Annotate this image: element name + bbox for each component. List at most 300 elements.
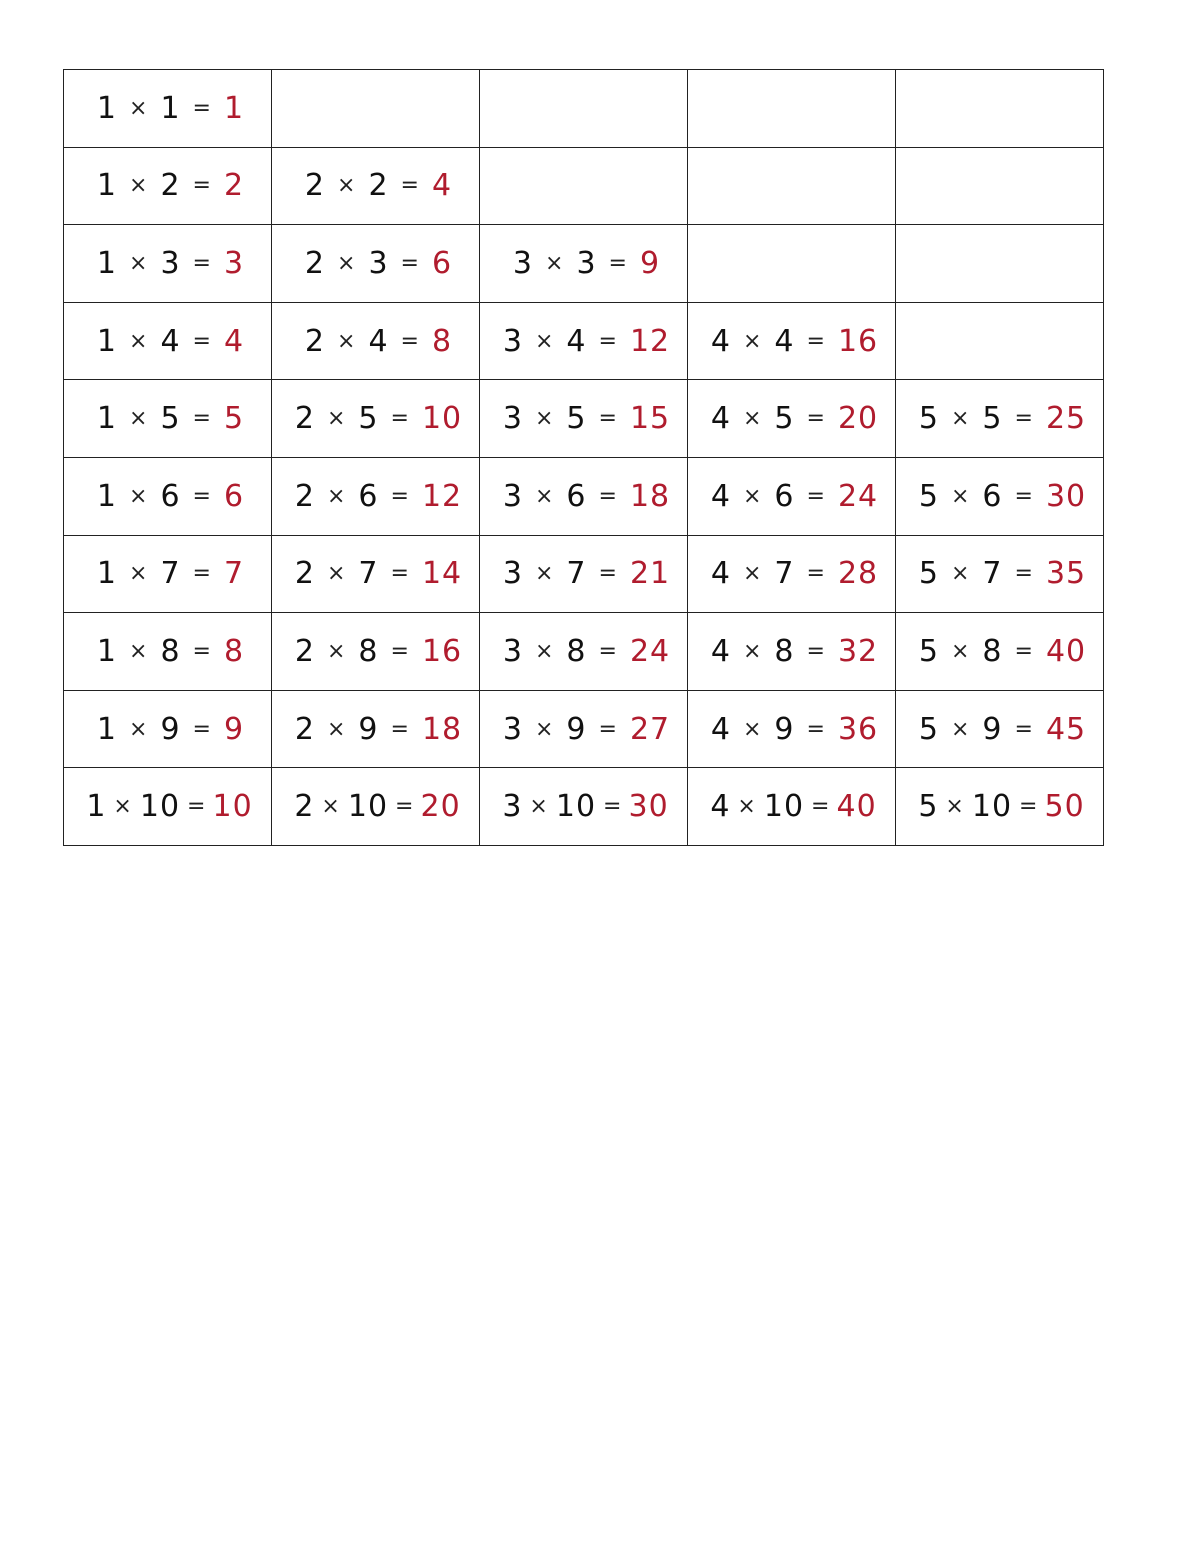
factor-b: 5 xyxy=(358,401,379,437)
factor-b: 9 xyxy=(358,711,379,747)
factor-a: 1 xyxy=(96,168,118,204)
factor-a: 5 xyxy=(918,711,939,747)
factor-b: 8 xyxy=(160,633,181,669)
factor-a: 4 xyxy=(710,711,731,747)
product-result: 28 xyxy=(837,556,879,592)
factor-a: 2 xyxy=(294,789,315,825)
equation xyxy=(497,556,670,591)
empty-cell xyxy=(480,147,688,225)
equation xyxy=(497,712,670,747)
factor-a: 3 xyxy=(512,245,534,281)
equation xyxy=(705,634,878,669)
equation xyxy=(91,168,244,203)
factor-b: 10 xyxy=(347,789,389,825)
times-sign: × xyxy=(950,483,971,509)
factor-b: 5 xyxy=(160,401,181,437)
times-sign: × xyxy=(129,95,149,121)
equals-sign: = xyxy=(192,483,212,509)
times-sign: × xyxy=(326,716,347,742)
product-result: 4 xyxy=(431,168,453,204)
product-result: 15 xyxy=(629,401,671,437)
product-result: 24 xyxy=(837,478,879,514)
equation xyxy=(91,324,244,359)
factor-b: 10 xyxy=(139,789,181,825)
equals-sign: = xyxy=(192,716,212,742)
equation xyxy=(498,789,668,824)
equation xyxy=(289,556,462,591)
equals-sign: = xyxy=(598,561,618,587)
factor-b: 6 xyxy=(982,478,1003,514)
product-result: 2 xyxy=(223,168,245,204)
factor-a: 4 xyxy=(710,556,731,592)
factor-a: 4 xyxy=(710,323,731,359)
factor-a: 1 xyxy=(96,556,118,592)
product-result: 24 xyxy=(629,633,671,669)
equation-cell xyxy=(480,535,688,613)
factor-a: 1 xyxy=(96,245,118,281)
product-result: 30 xyxy=(628,789,669,825)
equation xyxy=(91,479,244,514)
times-sign: × xyxy=(129,406,149,432)
empty-cell xyxy=(688,225,896,303)
equals-sign: = xyxy=(192,250,212,276)
factor-b: 7 xyxy=(774,556,795,592)
factor-b: 8 xyxy=(982,633,1003,669)
product-result: 14 xyxy=(421,556,463,592)
equation-cell xyxy=(64,690,272,768)
equation-cell xyxy=(688,535,896,613)
equals-sign: = xyxy=(390,638,410,664)
product-result: 20 xyxy=(420,789,461,825)
equals-sign: = xyxy=(192,561,212,587)
factor-a: 5 xyxy=(918,633,939,669)
factor-b: 4 xyxy=(774,323,795,359)
product-result: 36 xyxy=(837,711,879,747)
table-row xyxy=(64,302,1104,380)
equation xyxy=(299,246,452,281)
equation-cell xyxy=(272,768,480,846)
product-result: 21 xyxy=(629,556,671,592)
factor-b: 6 xyxy=(358,478,379,514)
equation-cell xyxy=(896,768,1104,846)
times-sign: × xyxy=(742,638,763,664)
factor-a: 1 xyxy=(96,711,118,747)
factor-a: 2 xyxy=(294,633,315,669)
times-sign: × xyxy=(129,716,149,742)
equals-sign: = xyxy=(192,638,212,664)
factor-b: 7 xyxy=(982,556,1003,592)
equals-sign: = xyxy=(811,794,831,820)
equation-cell xyxy=(64,535,272,613)
equation-cell xyxy=(272,457,480,535)
factor-b: 4 xyxy=(368,323,389,359)
times-sign: × xyxy=(742,483,763,509)
equation-cell xyxy=(64,457,272,535)
factor-b: 7 xyxy=(566,556,587,592)
equation xyxy=(706,789,876,824)
product-result: 5 xyxy=(223,401,245,437)
factor-a: 3 xyxy=(502,478,523,514)
equation-cell xyxy=(896,613,1104,691)
equals-sign: = xyxy=(400,328,420,354)
product-result: 16 xyxy=(421,633,463,669)
equation xyxy=(289,401,462,436)
equation-cell xyxy=(64,380,272,458)
times-sign: × xyxy=(534,406,555,432)
times-sign: × xyxy=(742,406,763,432)
factor-a: 3 xyxy=(502,789,523,825)
times-sign: × xyxy=(534,561,555,587)
times-sign: × xyxy=(950,561,971,587)
product-result: 6 xyxy=(223,478,245,514)
table-row xyxy=(64,768,1104,846)
table-row xyxy=(64,613,1104,691)
times-sign: × xyxy=(945,794,965,820)
product-result: 45 xyxy=(1045,711,1087,747)
equals-sign: = xyxy=(1014,483,1034,509)
factor-b: 7 xyxy=(160,556,181,592)
factor-a: 2 xyxy=(304,323,326,359)
factor-b: 5 xyxy=(982,401,1003,437)
times-sign: × xyxy=(534,716,555,742)
equation-cell xyxy=(896,380,1104,458)
factor-b: 6 xyxy=(774,478,795,514)
factor-b: 8 xyxy=(566,633,587,669)
factor-a: 5 xyxy=(918,556,939,592)
factor-b: 10 xyxy=(971,789,1013,825)
table-row xyxy=(64,70,1104,148)
factor-a: 1 xyxy=(86,789,107,825)
equation xyxy=(91,91,244,126)
equation-cell xyxy=(480,613,688,691)
equation-cell xyxy=(480,225,688,303)
times-sign: × xyxy=(129,173,149,199)
empty-cell xyxy=(896,302,1104,380)
factor-b: 10 xyxy=(763,789,805,825)
equation-cell xyxy=(64,225,272,303)
equals-sign: = xyxy=(1014,406,1034,432)
times-sign: × xyxy=(321,794,341,820)
equals-sign: = xyxy=(608,250,628,276)
times-sign: × xyxy=(950,406,971,432)
equals-sign: = xyxy=(192,406,212,432)
product-result: 16 xyxy=(837,323,879,359)
factor-a: 4 xyxy=(710,401,731,437)
equation xyxy=(91,246,244,281)
equation xyxy=(299,168,452,203)
equation xyxy=(913,712,1086,747)
equation-cell xyxy=(688,302,896,380)
equation-cell xyxy=(272,535,480,613)
equals-sign: = xyxy=(400,250,420,276)
equals-sign: = xyxy=(1014,716,1034,742)
equals-sign: = xyxy=(598,406,618,432)
equation-cell xyxy=(480,302,688,380)
product-result: 6 xyxy=(431,245,453,281)
times-sign: × xyxy=(529,794,549,820)
table-row xyxy=(64,690,1104,768)
empty-cell xyxy=(480,70,688,148)
equals-sign: = xyxy=(806,561,826,587)
factor-b: 2 xyxy=(368,168,389,204)
product-result: 7 xyxy=(223,556,245,592)
product-result: 40 xyxy=(836,789,877,825)
equation xyxy=(299,324,452,359)
factor-b: 9 xyxy=(774,711,795,747)
equation-cell xyxy=(896,690,1104,768)
factor-b: 4 xyxy=(566,323,587,359)
equation xyxy=(913,479,1086,514)
equals-sign: = xyxy=(390,406,410,432)
times-sign: × xyxy=(337,250,357,276)
equals-sign: = xyxy=(390,561,410,587)
equals-sign: = xyxy=(598,328,618,354)
equation xyxy=(91,556,244,591)
equation-cell xyxy=(480,768,688,846)
equation xyxy=(91,712,244,747)
equation xyxy=(289,479,462,514)
factor-b: 5 xyxy=(774,401,795,437)
times-sign: × xyxy=(129,483,149,509)
times-sign: × xyxy=(737,794,757,820)
empty-cell xyxy=(896,225,1104,303)
factor-b: 9 xyxy=(566,711,587,747)
product-result: 10 xyxy=(421,401,463,437)
equation-cell xyxy=(896,535,1104,613)
table-body xyxy=(64,70,1104,846)
empty-cell xyxy=(896,70,1104,148)
times-sign: × xyxy=(326,638,347,664)
equation xyxy=(91,634,244,669)
factor-a: 5 xyxy=(918,478,939,514)
equals-sign: = xyxy=(598,638,618,664)
equation-cell xyxy=(688,768,896,846)
equation xyxy=(705,401,878,436)
times-sign: × xyxy=(129,561,149,587)
factor-a: 2 xyxy=(294,401,315,437)
factor-a: 4 xyxy=(710,789,731,825)
times-sign: × xyxy=(742,328,763,354)
factor-a: 1 xyxy=(96,90,118,126)
times-sign: × xyxy=(326,406,347,432)
equation-cell xyxy=(272,380,480,458)
equation-cell xyxy=(64,613,272,691)
factor-a: 2 xyxy=(294,556,315,592)
factor-a: 1 xyxy=(96,478,118,514)
times-sign: × xyxy=(545,250,565,276)
product-result: 12 xyxy=(421,478,463,514)
product-result: 1 xyxy=(223,90,245,126)
product-result: 20 xyxy=(837,401,879,437)
factor-b: 8 xyxy=(774,633,795,669)
equals-sign: = xyxy=(1014,561,1034,587)
equation xyxy=(705,324,878,359)
times-sign: × xyxy=(534,638,555,664)
equation xyxy=(290,789,460,824)
product-result: 12 xyxy=(629,323,671,359)
product-result: 35 xyxy=(1045,556,1087,592)
equation xyxy=(289,712,462,747)
times-sign: × xyxy=(337,173,357,199)
times-sign: × xyxy=(534,328,555,354)
equals-sign: = xyxy=(400,173,420,199)
factor-a: 5 xyxy=(918,789,939,825)
factor-b: 6 xyxy=(566,478,587,514)
factor-b: 4 xyxy=(160,323,181,359)
factor-b: 7 xyxy=(358,556,379,592)
equation-cell xyxy=(272,225,480,303)
empty-cell xyxy=(688,147,896,225)
table-row xyxy=(64,457,1104,535)
equation-cell xyxy=(272,690,480,768)
equals-sign: = xyxy=(390,716,410,742)
equals-sign: = xyxy=(806,716,826,742)
factor-a: 5 xyxy=(918,401,939,437)
product-result: 18 xyxy=(421,711,463,747)
product-result: 9 xyxy=(223,711,245,747)
times-sign: × xyxy=(326,483,347,509)
factor-b: 2 xyxy=(160,168,181,204)
factor-a: 4 xyxy=(710,478,731,514)
equation xyxy=(91,401,244,436)
product-result: 27 xyxy=(629,711,671,747)
times-sign: × xyxy=(950,716,971,742)
product-result: 8 xyxy=(223,633,245,669)
equals-sign: = xyxy=(192,95,212,121)
product-result: 9 xyxy=(639,245,661,281)
factor-b: 10 xyxy=(555,789,597,825)
equation-cell xyxy=(64,70,272,148)
product-result: 30 xyxy=(1045,478,1087,514)
equation xyxy=(913,401,1086,436)
equation xyxy=(289,634,462,669)
equals-sign: = xyxy=(395,794,415,820)
equals-sign: = xyxy=(598,483,618,509)
product-result: 4 xyxy=(223,323,245,359)
factor-a: 2 xyxy=(304,168,326,204)
times-sign: × xyxy=(326,561,347,587)
empty-cell xyxy=(688,70,896,148)
equation xyxy=(705,712,878,747)
factor-a: 3 xyxy=(502,323,523,359)
times-sign: × xyxy=(129,638,149,664)
table-row xyxy=(64,147,1104,225)
times-sign: × xyxy=(113,794,133,820)
factor-a: 3 xyxy=(502,633,523,669)
times-sign: × xyxy=(129,328,149,354)
factor-a: 4 xyxy=(710,633,731,669)
equation-cell xyxy=(272,147,480,225)
equation xyxy=(705,479,878,514)
equation-cell xyxy=(688,690,896,768)
table-row xyxy=(64,380,1104,458)
product-result: 18 xyxy=(629,478,671,514)
factor-a: 1 xyxy=(96,401,118,437)
equals-sign: = xyxy=(806,406,826,432)
equals-sign: = xyxy=(192,328,212,354)
product-result: 3 xyxy=(223,245,245,281)
equation-cell xyxy=(480,380,688,458)
equation xyxy=(913,634,1086,669)
equals-sign: = xyxy=(390,483,410,509)
factor-b: 5 xyxy=(566,401,587,437)
product-result: 10 xyxy=(212,789,253,825)
equals-sign: = xyxy=(1019,794,1039,820)
factor-b: 6 xyxy=(160,478,181,514)
times-sign: × xyxy=(337,328,357,354)
factor-a: 2 xyxy=(294,478,315,514)
equals-sign: = xyxy=(806,638,826,664)
product-result: 25 xyxy=(1045,401,1087,437)
equation xyxy=(507,246,660,281)
equation-cell xyxy=(272,613,480,691)
equation-cell xyxy=(64,768,272,846)
equation xyxy=(497,634,670,669)
equation xyxy=(497,479,670,514)
equation xyxy=(82,789,252,824)
factor-b: 9 xyxy=(160,711,181,747)
factor-a: 1 xyxy=(96,323,118,359)
factor-b: 3 xyxy=(576,245,597,281)
equation-cell xyxy=(688,457,896,535)
equals-sign: = xyxy=(598,716,618,742)
equals-sign: = xyxy=(187,794,207,820)
equation-cell xyxy=(688,380,896,458)
product-result: 40 xyxy=(1045,633,1087,669)
multiplication-table xyxy=(63,69,1104,846)
factor-a: 3 xyxy=(502,556,523,592)
equation-cell xyxy=(896,457,1104,535)
table-row xyxy=(64,225,1104,303)
product-result: 32 xyxy=(837,633,879,669)
factor-b: 3 xyxy=(368,245,389,281)
factor-b: 9 xyxy=(982,711,1003,747)
factor-a: 1 xyxy=(96,633,118,669)
factor-a: 3 xyxy=(502,711,523,747)
equation-cell xyxy=(480,690,688,768)
empty-cell xyxy=(896,147,1104,225)
factor-b: 3 xyxy=(160,245,181,281)
equals-sign: = xyxy=(603,794,623,820)
equation xyxy=(705,556,878,591)
equation-cell xyxy=(64,302,272,380)
equation-cell xyxy=(688,613,896,691)
empty-cell xyxy=(272,70,480,148)
equation xyxy=(913,556,1086,591)
equation xyxy=(497,401,670,436)
product-result: 50 xyxy=(1044,789,1085,825)
factor-a: 3 xyxy=(502,401,523,437)
equals-sign: = xyxy=(806,483,826,509)
equation xyxy=(497,324,670,359)
equals-sign: = xyxy=(806,328,826,354)
equation-cell xyxy=(64,147,272,225)
factor-b: 8 xyxy=(358,633,379,669)
times-sign: × xyxy=(742,716,763,742)
equals-sign: = xyxy=(192,173,212,199)
factor-a: 2 xyxy=(294,711,315,747)
times-sign: × xyxy=(534,483,555,509)
times-sign: × xyxy=(742,561,763,587)
factor-a: 2 xyxy=(304,245,326,281)
equation xyxy=(914,789,1084,824)
times-sign: × xyxy=(950,638,971,664)
factor-b: 1 xyxy=(160,90,181,126)
equation-cell xyxy=(480,457,688,535)
table-row xyxy=(64,535,1104,613)
times-sign: × xyxy=(129,250,149,276)
product-result: 8 xyxy=(431,323,453,359)
